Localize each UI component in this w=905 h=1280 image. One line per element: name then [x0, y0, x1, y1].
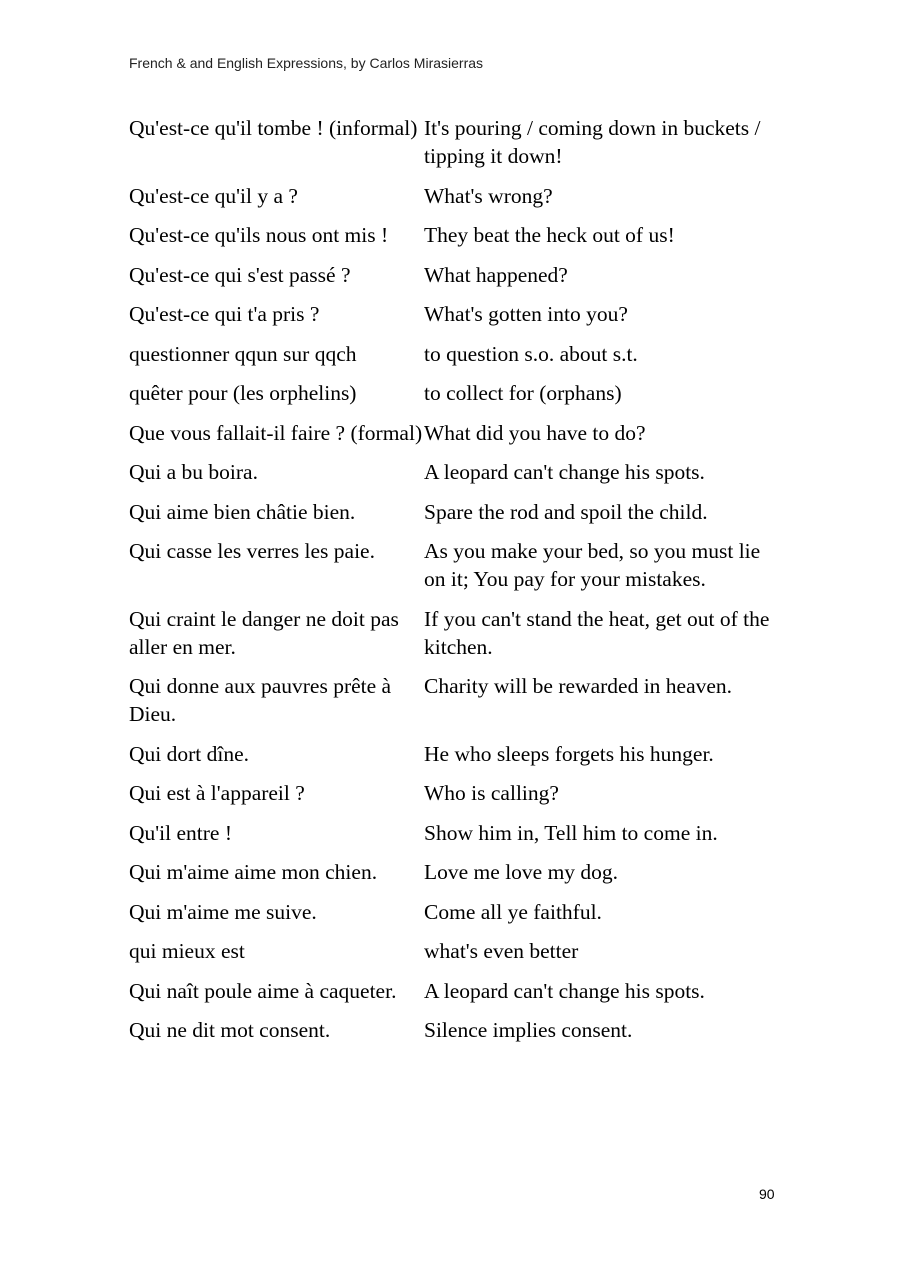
- table-row: [129, 340, 789, 380]
- table-row: [129, 379, 789, 419]
- table-row: [129, 419, 789, 459]
- french-expression: Qu'est-ce qu'il y a ?: [129, 183, 298, 208]
- table-row: [129, 300, 789, 340]
- english-translation: Love me love my dog.: [424, 860, 619, 884]
- english-translation: If you can't stand the heat, get out of the kitchen.: [424, 606, 770, 659]
- english-translation: Charity will be rewarded in heaven.: [424, 674, 733, 698]
- english-translation: to collect for (orphans): [424, 381, 622, 405]
- english-translation: what's even better: [424, 939, 579, 963]
- table-row: [129, 498, 789, 538]
- table-row: [129, 261, 789, 301]
- expressions-table: [129, 114, 789, 1056]
- english-translation: A leopard can't change his spots.: [424, 978, 705, 1003]
- table-row: [129, 221, 789, 261]
- running-header: French & and English Expressions, by Carlos Mirasierras: [129, 55, 484, 71]
- french-expression: qui mieux est: [129, 939, 245, 963]
- table-row: [129, 977, 789, 1017]
- english-translation: It's pouring / coming down in buckets / tipping it down!: [424, 116, 761, 168]
- english-translation: Spare the rod and spoil the child.: [424, 499, 708, 524]
- english-translation: As you make your bed, so you must lie on it; You pay for your mistakes.: [424, 539, 761, 591]
- french-expression: Qui est à l'appareil ?: [129, 781, 305, 805]
- table-row: [129, 898, 789, 938]
- page-number: 90: [759, 1186, 775, 1202]
- french-expression: Qui casse les verres les paie.: [129, 539, 375, 563]
- english-translation: Silence implies consent.: [424, 1018, 633, 1042]
- table-row: [129, 819, 789, 859]
- french-expression: Qu'est-ce qui t'a pris ?: [129, 302, 320, 326]
- english-translation: They beat the heck out of us!: [424, 223, 675, 247]
- french-expression: Que vous fallait-il faire ? (formal): [129, 420, 423, 445]
- table-row: [129, 740, 789, 780]
- english-translation: to question s.o. about s.t.: [424, 341, 638, 366]
- french-expression: Qu'est-ce qui s'est passé ?: [129, 262, 351, 287]
- table-row: [129, 182, 789, 222]
- french-expression: Qui donne aux pauvres prête à Dieu.: [129, 674, 392, 726]
- table-row: [129, 114, 789, 182]
- english-translation: What's wrong?: [424, 183, 553, 208]
- french-expression: Qui m'aime aime mon chien.: [129, 860, 378, 884]
- french-expression: Qu'est-ce qu'il tombe ! (informal): [129, 116, 418, 140]
- table-row: [129, 1016, 789, 1056]
- english-translation: He who sleeps forgets his hunger.: [424, 741, 714, 766]
- english-translation: What did you have to do?: [424, 420, 646, 445]
- french-expression: Qu'il entre !: [129, 820, 232, 845]
- english-translation: What's gotten into you?: [424, 302, 628, 326]
- french-expression: Qui aime bien châtie bien.: [129, 499, 356, 524]
- french-expression: Qu'est-ce qu'ils nous ont mis !: [129, 223, 389, 247]
- table-row: [129, 937, 789, 977]
- french-expression: Qui naît poule aime à caqueter.: [129, 978, 397, 1003]
- french-expression: Qui a bu boira.: [129, 460, 258, 484]
- french-expression: questionner qqun sur qqch: [129, 341, 357, 366]
- english-translation: Come all ye faithful.: [424, 899, 602, 924]
- french-expression: quêter pour (les orphelins): [129, 381, 357, 405]
- table-row: [129, 605, 789, 673]
- english-translation: What happened?: [424, 262, 568, 287]
- french-expression: Qui craint le danger ne doit pas aller en mer.: [129, 606, 399, 659]
- english-translation: Who is calling?: [424, 781, 559, 805]
- english-translation: A leopard can't change his spots.: [424, 460, 705, 484]
- table-row: [129, 458, 789, 498]
- table-row: [129, 858, 789, 898]
- french-expression: Qui m'aime me suive.: [129, 899, 317, 924]
- english-translation: Show him in, Tell him to come in.: [424, 820, 718, 845]
- french-expression: Qui ne dit mot consent.: [129, 1018, 331, 1042]
- table-row: [129, 672, 789, 740]
- french-expression: Qui dort dîne.: [129, 741, 250, 766]
- table-row: [129, 779, 789, 819]
- table-row: [129, 537, 789, 605]
